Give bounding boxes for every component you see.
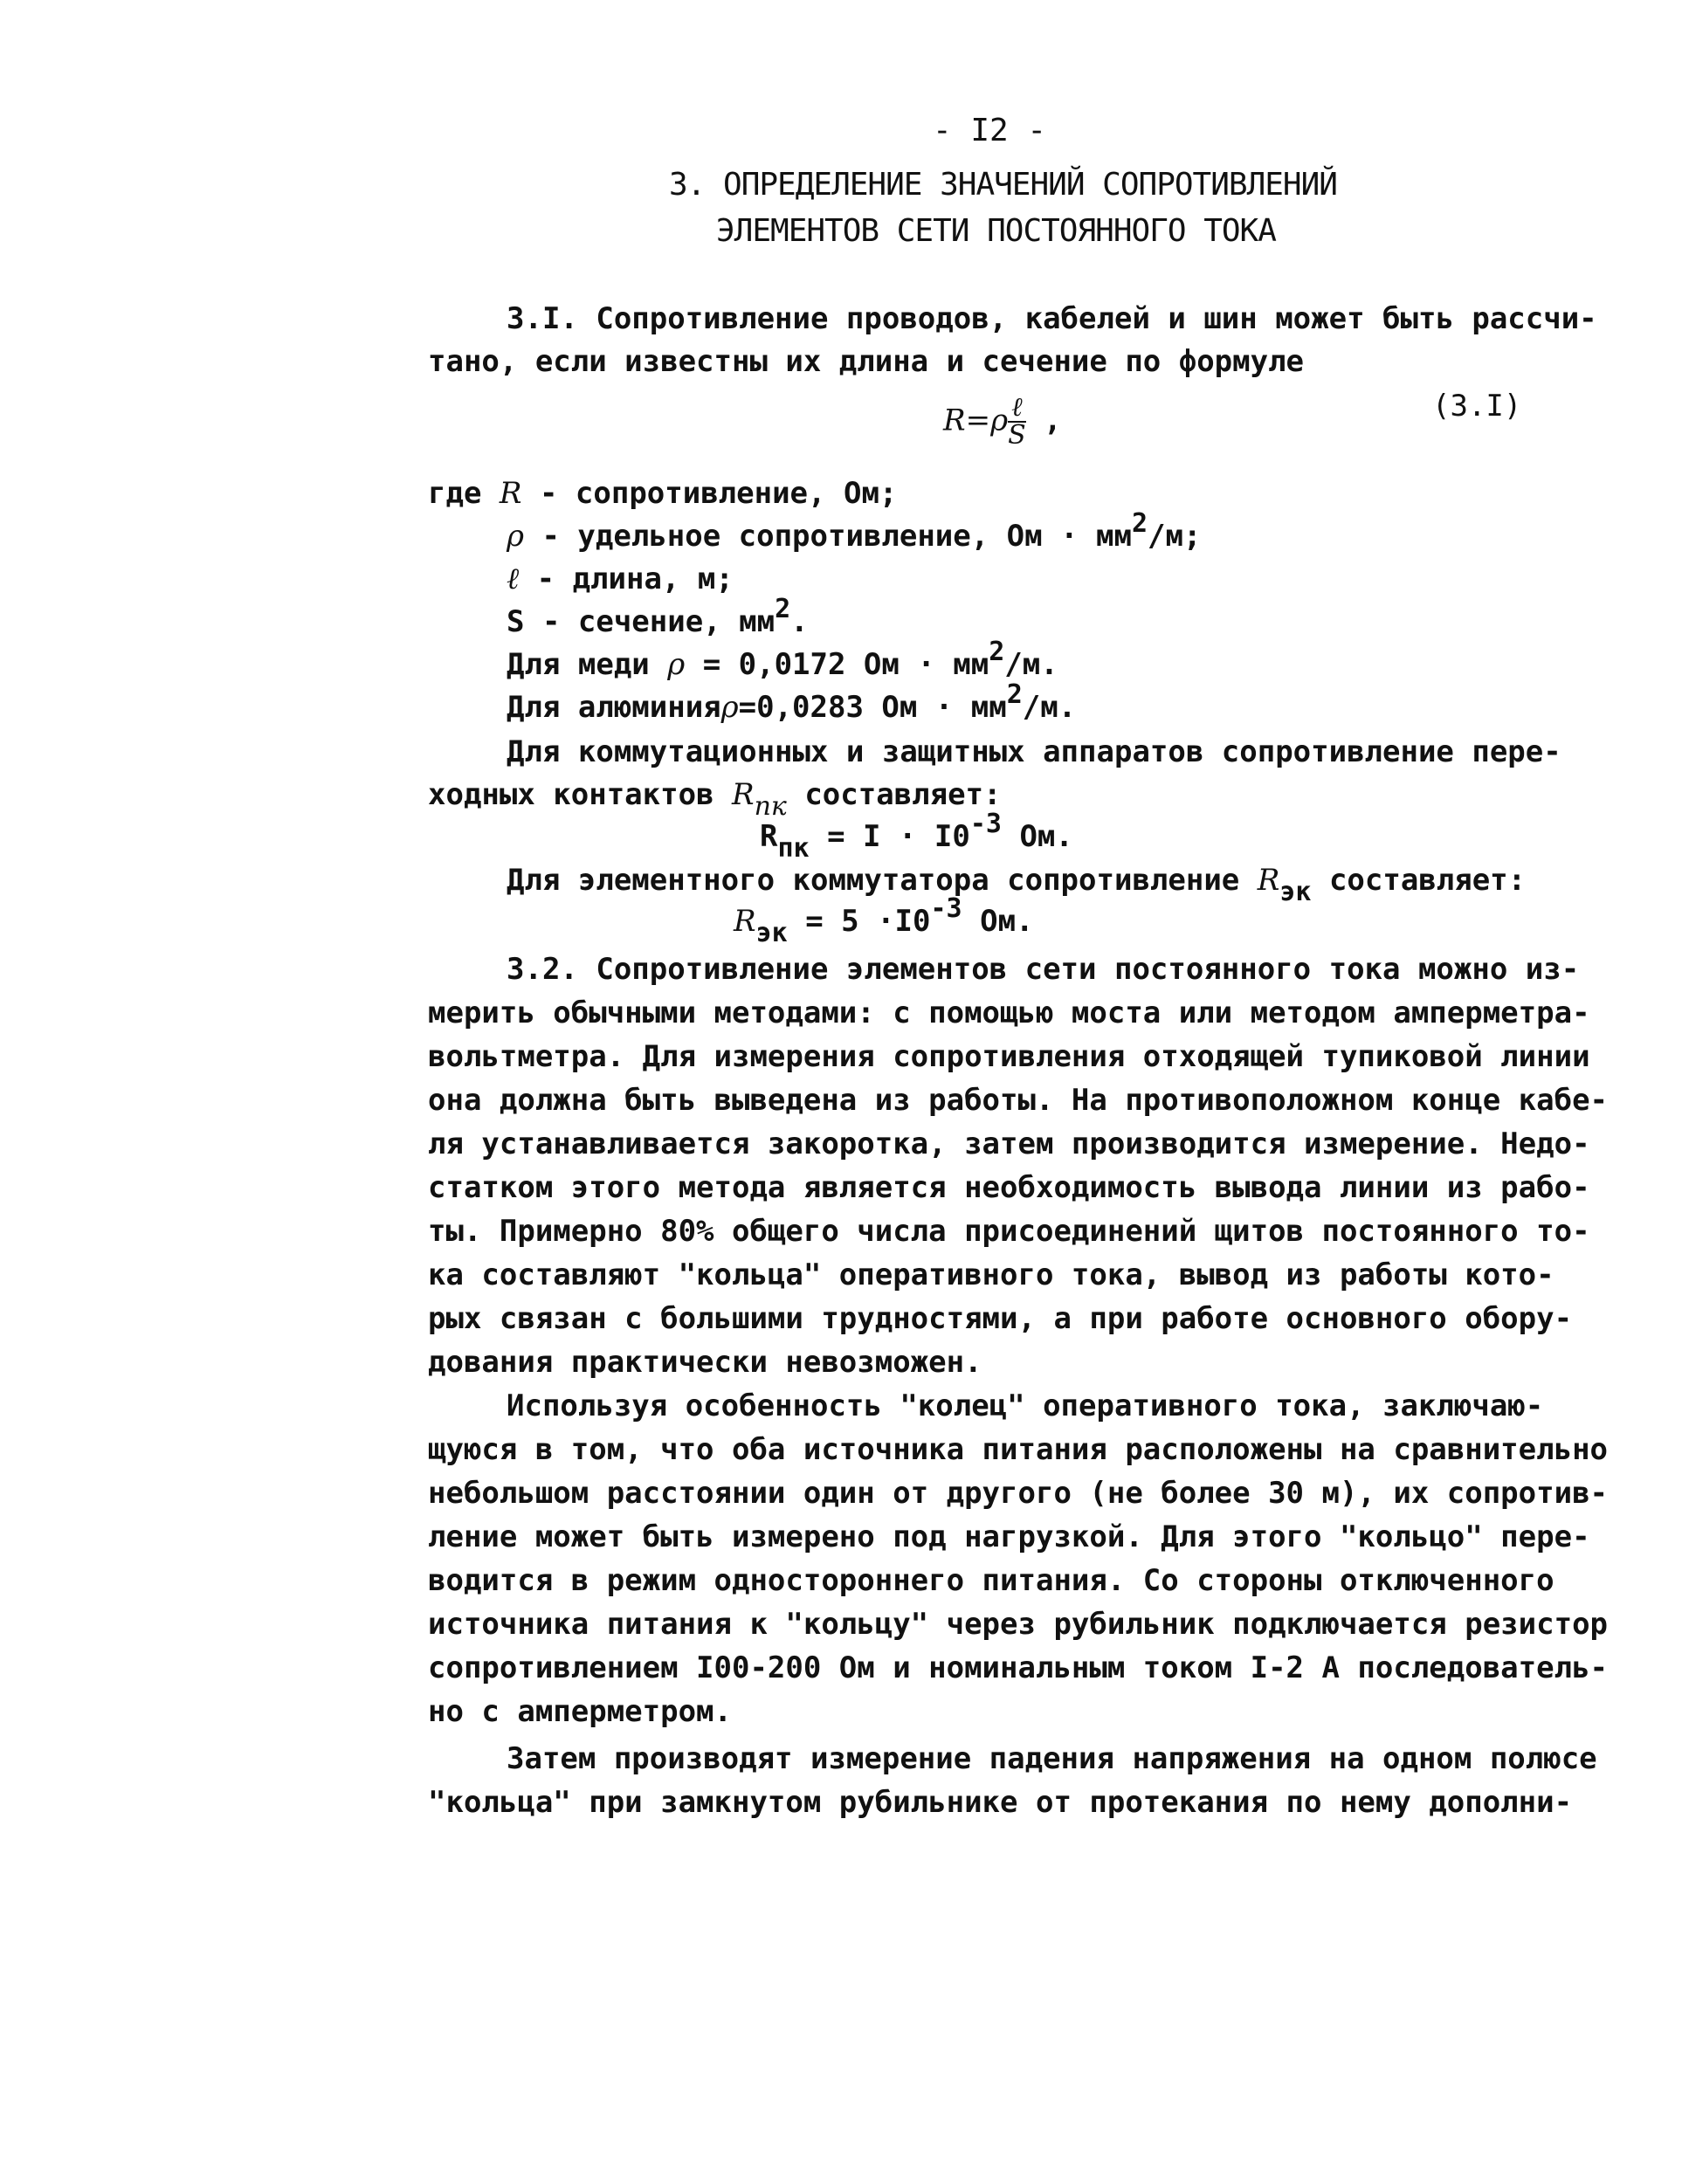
formula-denominator: S [1008,420,1026,451]
formula-1-unit: Ом. [1001,819,1073,854]
definition-rho-sup: 2 [1131,508,1148,539]
definition-s-end: . [790,604,809,639]
paragraph-rings-line: Используя особенность "колец" оперативного тока, заключаю- [507,1388,1544,1423]
copper-rho: ρ [667,647,686,682]
aluminium-end: /м. [1022,690,1077,725]
definition-l-text: - длина, м; [519,562,734,596]
contacts-line-2-text: ходных контактов [428,777,732,812]
paragraph-measure-line: Затем производят измерение падения напряжения на одном полюсе [507,1741,1597,1776]
formula-1-sub: пк [777,833,810,864]
definition-rho-text: - удельное сопротивление, Ом · мм [524,519,1132,554]
definition-rho-end: /м; [1148,519,1202,554]
paragraph-rings-line: щуюся в том, что оба источника питания расположены на сравнительно [428,1432,1609,1467]
symbol-r-pk-sub: пк [754,791,787,822]
symbol-l: ℓ [507,562,520,596]
definition-length [507,562,734,596]
paragraph-rings-line: но с амперметром. [428,1694,732,1729]
formula-numerator: ℓ [1008,395,1026,423]
paragraph-3-2-line: ля устанавливается закоротка, затем производится измерение. Недо- [428,1126,1590,1161]
formula-1-value: = I · I0 [809,819,970,854]
section-heading-line-2: ЭЛЕМЕНТОВ СЕТИ ПОСТОЯННОГО ТОКА [716,213,1276,249]
aluminium-sup: 2 [1006,679,1023,710]
paragraph-rings-line: небольшом расстоянии один от другого (не более 30 м), их сопротив- [428,1476,1609,1511]
formula-tail: , [1025,403,1062,438]
paragraph-3-2-line: статком этого метода является необходимость вывода линии из рабо- [428,1170,1590,1205]
paragraph-3-1-line-1: 3.I. Сопротивление проводов, кабелей и шин может быть рассчи- [507,301,1597,336]
aluminium-rho: ρ [720,690,739,725]
paragraph-3-2-line: ты. Примерно 80% общего числа присоединений щитов постоянного то- [428,1214,1590,1249]
paragraph-3-2-line: дования практически невозможен. [428,1345,982,1380]
definition-section [507,594,809,641]
contacts-line-2 [428,777,1002,822]
formula-lhs: R=ρ [943,403,1009,438]
formula-1-r: R [760,819,778,854]
paragraph-rings-line: водится в режим одностороннего питания. Со стороны отключенного [428,1563,1554,1598]
symbol-r-ek-sub: эк [1279,877,1312,907]
contacts-line-2-end: составляет: [786,777,1002,812]
copper-end: /м. [1004,647,1058,682]
paragraph-rings-line: ление может быть измерено под нагрузкой. Для этого "кольцо" пере- [428,1519,1590,1554]
copper-resistivity [507,637,1058,684]
paragraph-3-2-line: мерить обычными методами: с помощью моста или методом амперметра- [428,996,1590,1030]
paragraph-3-2-line: рых связан с большими трудностями, а при работе основного обору- [428,1301,1573,1336]
symbol-rho: ρ [507,519,524,554]
formula-2-value: = 5 ·I0 [787,904,931,939]
formula-fraction [1008,392,1026,451]
copper-label: Для меди [507,647,668,682]
definition-rho [507,508,1202,555]
symbol-r: R [499,476,522,511]
formula-2-exponent: -3 [930,893,962,924]
section-heading-line-1: 3. ОПРЕДЕЛЕНИЕ ЗНАЧЕНИЙ СОПРОТИВЛЕНИЙ [669,167,1337,203]
copper-sup: 2 [989,637,1005,667]
definition-s-sup: 2 [775,594,791,624]
definition-r-text: - сопротивление, Ом; [521,476,898,511]
definition-s-text: - сечение, мм [524,604,776,639]
paragraph-measure-line: "кольца" при замкнутом рубильнике от протекания по нему дополни- [428,1785,1573,1820]
page-number: - I2 - [933,113,1047,148]
symbol-r-pk: R [732,777,755,812]
resistance-formula [943,392,1062,451]
contacts-formula-2 [734,893,1034,948]
symbol-s: S [507,604,525,639]
formula-number: (3.I) [1432,389,1522,424]
formula-2-r: R [734,904,756,939]
paragraph-3-2-line: ка составляют "кольца" оперативного тока, вывод из работы кото- [428,1257,1554,1292]
copper-value: = 0,0172 Ом · мм [685,647,989,682]
contacts-line-1: Для коммутационных и защитных аппаратов сопротивление пере- [507,734,1561,769]
contacts-line-3-end: составляет: [1311,863,1527,898]
paragraph-3-2-line: 3.2. Сопротивление элементов сети постоянного тока можно из- [507,952,1580,987]
where-label: где [428,476,482,511]
paragraph-rings-line: источника питания к "кольцу" через рубильник подключается резистор [428,1607,1609,1642]
definition-r [428,476,897,511]
symbol-r-ek: R [1257,863,1280,898]
contacts-line-3 [507,863,1527,907]
paragraph-3-2-line: вольтметра. Для измерения сопротивления отходящей тупиковой линии [428,1039,1590,1074]
paragraph-rings-line: сопротивлением I00-200 Ом и номинальным током I-2 А последователь- [428,1650,1609,1685]
aluminium-label: Для алюминия [507,690,721,725]
aluminium-resistivity [507,679,1077,727]
paragraph-3-2-line: она должна быть выведена из работы. На противоположном конце кабе- [428,1083,1609,1118]
contacts-formula-1 [760,809,1073,864]
aluminium-value: =0,0283 Ом · мм [738,690,1007,725]
paragraph-3-1-line-2: тано, если известны их длина и сечение по формуле [428,344,1305,379]
contacts-line-3-text: Для элементного коммутатора сопротивление [507,863,1258,898]
formula-2-sub: эк [755,918,788,948]
formula-1-exponent: -3 [969,809,1002,839]
formula-2-unit: Ом. [962,904,1034,939]
